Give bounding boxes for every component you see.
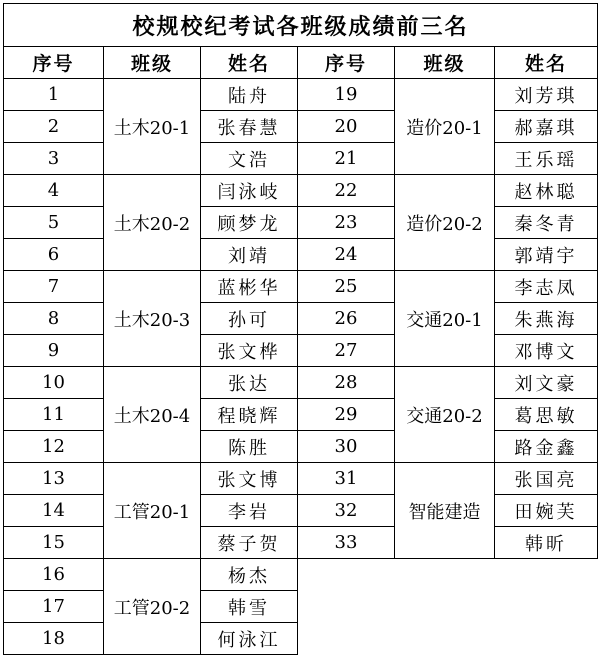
student-name: 赵林聪 <box>495 175 598 207</box>
table-row <box>4 271 598 303</box>
class-name: 交通20-1 <box>395 271 495 367</box>
student-name: 李岩 <box>201 495 298 527</box>
student-number: 1 <box>4 79 104 111</box>
results-sheet <box>3 3 597 651</box>
student-number: 18 <box>4 623 104 655</box>
table-row <box>4 463 598 495</box>
student-number: 2 <box>4 111 104 143</box>
student-name: 闫泳岐 <box>201 175 298 207</box>
student-name: 刘文豪 <box>495 367 598 399</box>
student-name: 张春慧 <box>201 111 298 143</box>
table-row <box>4 495 598 527</box>
student-number: 13 <box>4 463 104 495</box>
student-number: 20 <box>298 111 395 143</box>
table-row <box>4 303 598 335</box>
student-name: 陈胜 <box>201 431 298 463</box>
student-name: 张文博 <box>201 463 298 495</box>
student-name: 孙可 <box>201 303 298 335</box>
student-name: 葛思敏 <box>495 399 598 431</box>
student-number: 10 <box>4 367 104 399</box>
student-number: 7 <box>4 271 104 303</box>
student-name: 王乐瑶 <box>495 143 598 175</box>
student-number: 22 <box>298 175 395 207</box>
student-name: 郝嘉琪 <box>495 111 598 143</box>
class-name: 土木20-1 <box>104 79 201 175</box>
table-row <box>4 175 598 207</box>
table-row <box>4 367 598 399</box>
class-name: 土木20-4 <box>104 367 201 463</box>
student-name: 程晓辉 <box>201 399 298 431</box>
student-number: 17 <box>4 591 104 623</box>
class-name: 智能建造 <box>395 463 495 559</box>
student-number: 24 <box>298 239 395 271</box>
student-number: 29 <box>298 399 395 431</box>
student-number: 12 <box>4 431 104 463</box>
student-number: 32 <box>298 495 395 527</box>
header-number-left: 序号 <box>4 47 104 79</box>
student-name: 郭靖宇 <box>495 239 598 271</box>
header-class-right: 班级 <box>395 47 495 79</box>
student-name: 韩雪 <box>201 591 298 623</box>
results-table-body <box>4 4 598 655</box>
table-row <box>4 111 598 143</box>
student-name: 何泳江 <box>201 623 298 655</box>
student-number: 31 <box>298 463 395 495</box>
student-number: 6 <box>4 239 104 271</box>
student-name: 张达 <box>201 367 298 399</box>
class-name: 交通20-2 <box>395 367 495 463</box>
table-row <box>4 207 598 239</box>
table-row <box>4 239 598 271</box>
table-row <box>4 335 598 367</box>
student-name: 邓博文 <box>495 335 598 367</box>
table-row <box>4 399 598 431</box>
student-name: 路金鑫 <box>495 431 598 463</box>
table-row <box>4 143 598 175</box>
student-name: 杨杰 <box>201 559 298 591</box>
student-number: 11 <box>4 399 104 431</box>
table-row <box>4 559 598 591</box>
table-row <box>4 79 598 111</box>
student-number: 23 <box>298 207 395 239</box>
student-number: 15 <box>4 527 104 559</box>
class-name: 造价20-2 <box>395 175 495 271</box>
student-number: 16 <box>4 559 104 591</box>
student-name: 韩昕 <box>495 527 598 559</box>
student-number: 4 <box>4 175 104 207</box>
header-class-left: 班级 <box>104 47 201 79</box>
results-table <box>3 3 598 655</box>
student-name: 朱燕海 <box>495 303 598 335</box>
class-name: 土木20-2 <box>104 175 201 271</box>
student-number: 30 <box>298 431 395 463</box>
table-title: 校规校纪考试各班级成绩前三名 <box>4 4 598 47</box>
student-name: 张文桦 <box>201 335 298 367</box>
class-name: 工管20-2 <box>104 559 201 655</box>
table-row <box>4 527 598 559</box>
student-number: 33 <box>298 527 395 559</box>
student-name: 张国亮 <box>495 463 598 495</box>
student-number: 27 <box>298 335 395 367</box>
class-name: 造价20-1 <box>395 79 495 175</box>
blank-area <box>298 591 598 623</box>
student-name: 刘靖 <box>201 239 298 271</box>
table-row <box>4 431 598 463</box>
table-row <box>4 591 598 623</box>
student-number: 21 <box>298 143 395 175</box>
student-name: 文浩 <box>201 143 298 175</box>
student-name: 顾梦龙 <box>201 207 298 239</box>
student-name: 李志凤 <box>495 271 598 303</box>
student-name: 秦冬青 <box>495 207 598 239</box>
student-number: 9 <box>4 335 104 367</box>
blank-area <box>298 559 598 591</box>
student-number: 8 <box>4 303 104 335</box>
header-row <box>4 47 598 79</box>
header-number-right: 序号 <box>298 47 395 79</box>
class-name: 土木20-3 <box>104 271 201 367</box>
student-number: 3 <box>4 143 104 175</box>
student-number: 25 <box>298 271 395 303</box>
student-number: 14 <box>4 495 104 527</box>
student-number: 19 <box>298 79 395 111</box>
header-name-right: 姓名 <box>495 47 598 79</box>
student-name: 刘芳琪 <box>495 79 598 111</box>
class-name: 工管20-1 <box>104 463 201 559</box>
student-number: 26 <box>298 303 395 335</box>
student-name: 陆舟 <box>201 79 298 111</box>
header-name-left: 姓名 <box>201 47 298 79</box>
student-number: 5 <box>4 207 104 239</box>
student-name: 蓝彬华 <box>201 271 298 303</box>
student-number: 28 <box>298 367 395 399</box>
student-name: 田婉芙 <box>495 495 598 527</box>
student-name: 蔡子贺 <box>201 527 298 559</box>
